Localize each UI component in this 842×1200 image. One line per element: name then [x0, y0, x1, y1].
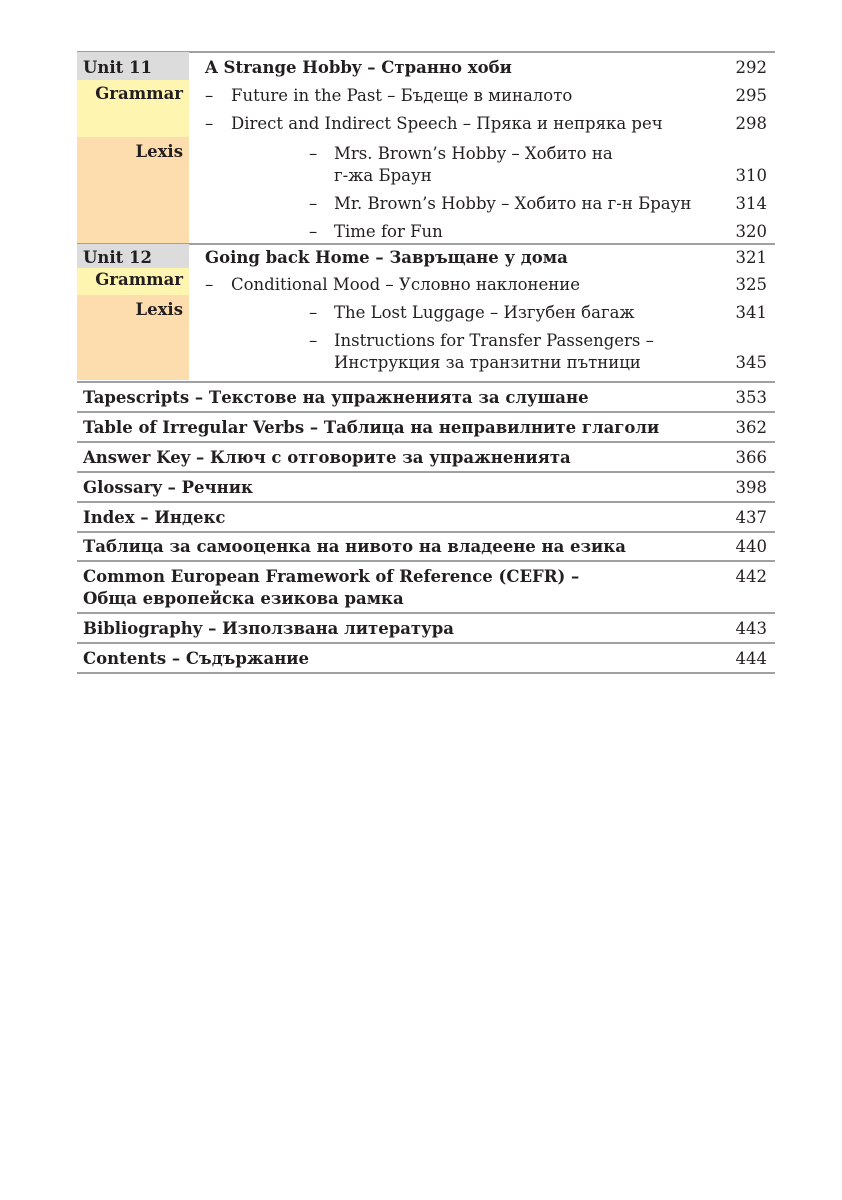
toc-entry-lexis[interactable] [189, 221, 775, 243]
page-number: 325 [735, 275, 767, 294]
page-number: 310 [735, 166, 767, 185]
entry-text: Bibliography – Използвана литература [83, 619, 454, 638]
page-number: 320 [735, 222, 767, 241]
unit-11-section [77, 51, 775, 243]
entry-text-line-2: г-жа Браун [334, 166, 432, 185]
toc-entry-back-matter[interactable] [77, 566, 775, 610]
page-number: 295 [735, 86, 767, 105]
entry-text: Future in the Past – Бъдеще в миналото [231, 86, 573, 105]
entry-text: Tapescripts – Текстове на упражненията за слушане [83, 388, 589, 407]
unit-title: Going back Home – Завръщане у дома [205, 248, 568, 267]
page-number: 341 [735, 303, 767, 322]
lexis-label: Lexis [135, 300, 183, 319]
page-number: 398 [735, 478, 767, 497]
toc-entry-lexis[interactable] [189, 193, 775, 215]
lexis-label: Lexis [135, 142, 183, 161]
unit-12-section [77, 243, 775, 381]
grammar-label: Grammar [95, 84, 183, 103]
toc-entry-grammar[interactable] [189, 113, 775, 135]
entry-dash: – [309, 144, 318, 163]
page-number: 366 [735, 448, 767, 467]
toc-entry-lexis[interactable] [189, 330, 775, 374]
page-number: 362 [735, 418, 767, 437]
entry-dash: – [205, 86, 214, 105]
entry-text: Time for Fun [334, 222, 443, 241]
page-number: 292 [735, 58, 767, 77]
entry-text-line-1: Mrs. Brown’s Hobby – Хобито на [334, 144, 613, 163]
entry-text: Таблица за самооценка на нивото на владеене на езика [83, 537, 626, 556]
grammar-label-cell [77, 80, 189, 137]
toc-entry-grammar[interactable] [189, 274, 775, 296]
entry-text-line-1: Common European Framework of Reference (CEFR) – [83, 567, 580, 586]
toc-entry-lexis[interactable] [189, 143, 775, 187]
entry-text: Direct and Indirect Speech – Пряка и непряка реч [231, 114, 663, 133]
table-of-contents [77, 51, 775, 673]
page-number: 440 [735, 537, 767, 556]
entry-text: Mr. Brown’s Hobby – Хобито на г-н Браун [334, 194, 692, 213]
toc-entry-lexis[interactable] [189, 302, 775, 324]
entry-text: Index – Индекс [83, 508, 226, 527]
page-number: 437 [735, 508, 767, 527]
entry-text-line-1: Instructions for Transfer Passengers – [334, 331, 654, 350]
lexis-label-cell [77, 295, 189, 380]
entry-text: Contents – Съдържание [83, 649, 310, 668]
page-number: 314 [735, 194, 767, 213]
page-number: 321 [735, 248, 767, 267]
entry-dash: – [205, 275, 214, 294]
page-number: 444 [735, 649, 767, 668]
grammar-label-cell [77, 268, 189, 295]
lexis-label-cell [77, 137, 189, 243]
toc-entry-unit-title[interactable] [189, 247, 775, 269]
page-number: 353 [735, 388, 767, 407]
entry-dash: – [309, 222, 318, 241]
entry-text-line-2: Обща европейска езикова рамка [83, 589, 404, 608]
unit-label-cell [77, 52, 189, 80]
entry-text: Glossary – Речник [83, 478, 253, 497]
entry-dash: – [205, 114, 214, 133]
page-number: 442 [735, 567, 767, 586]
entry-text: Answer Key – Ключ с отговорите за упражненията [83, 448, 571, 467]
entry-text: The Lost Luggage – Изгубен багаж [334, 303, 635, 322]
entry-text-line-2: Инструкция за транзитни пътници [334, 353, 641, 372]
grammar-label: Grammar [95, 270, 183, 289]
entry-text: Table of Irregular Verbs – Таблица на неправилните глаголи [83, 418, 660, 437]
entry-text: Conditional Mood – Условно наклонение [231, 275, 581, 294]
page-number: 345 [735, 353, 767, 372]
unit-label: Unit 11 [83, 58, 152, 77]
unit-title: A Strange Hobby – Странно хоби [205, 58, 512, 77]
entry-dash: – [309, 303, 318, 322]
toc-entry-unit-title[interactable] [189, 57, 775, 79]
entry-dash: – [309, 331, 318, 350]
page-number: 443 [735, 619, 767, 638]
unit-label: Unit 12 [83, 248, 152, 267]
page-number: 298 [735, 114, 767, 133]
toc-entry-grammar[interactable] [189, 85, 775, 107]
unit-label-cell [77, 244, 189, 268]
entry-dash: – [309, 194, 318, 213]
back-matter-section [77, 381, 775, 673]
